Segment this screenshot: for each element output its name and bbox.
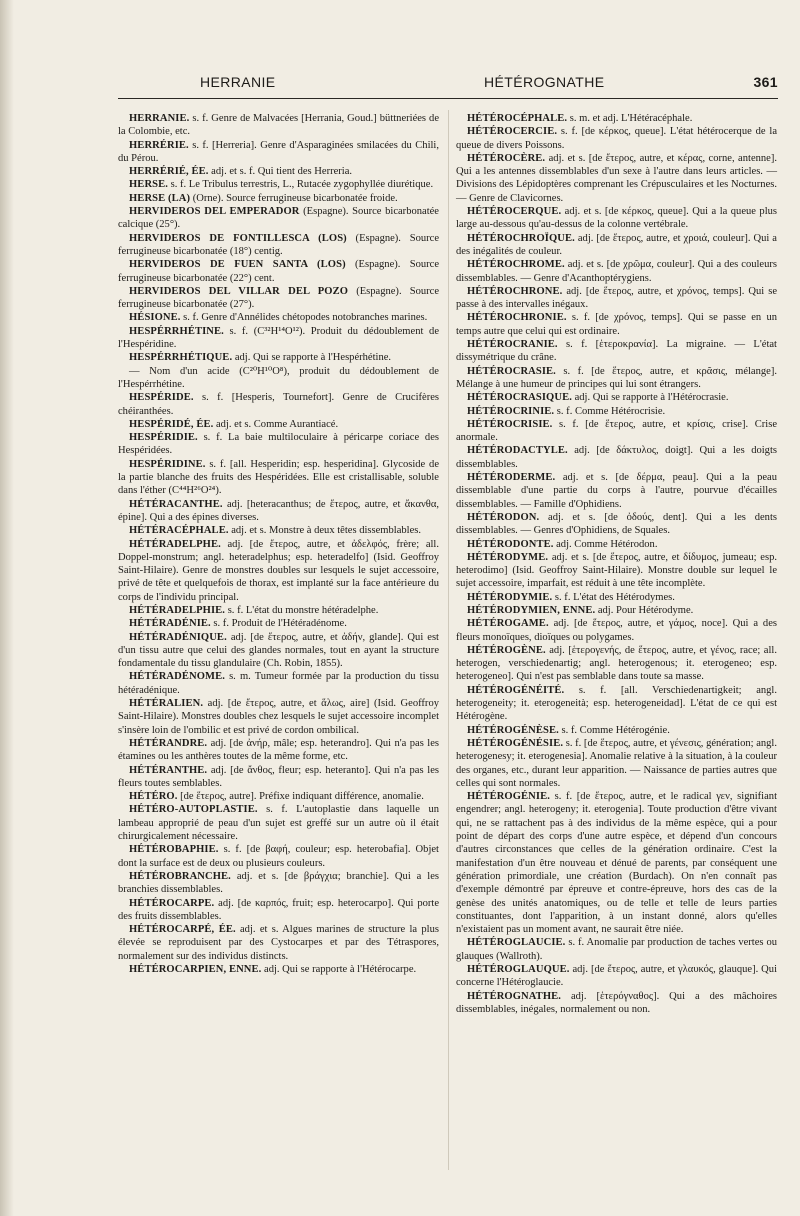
dictionary-entry	[118, 232, 439, 259]
entry-definition: adj. et s. [de δέρμα, peau]. Qui a la peau dissemblable d'une partie du corps à l'autre, pourvue d'écailles dissemblables. — Famille d'Ophidiens.	[456, 472, 777, 510]
header-right-word: HÉTÉROGNATHE	[484, 74, 605, 90]
dictionary-entry	[456, 365, 777, 392]
dictionary-entry	[118, 431, 439, 458]
entry-definition: s. f. Le Tribulus terrestris, L., Rutacée zygophyllée diurétique.	[168, 179, 434, 191]
entry-headword: HESPÉRIDE.	[129, 392, 194, 404]
entry-headword: HERVIDEROS DEL VILLAR DEL POZO	[129, 285, 349, 297]
dictionary-entry	[118, 617, 439, 630]
dictionary-entry	[118, 524, 439, 537]
entry-headword: HÉTÉRODERME.	[467, 472, 556, 484]
entry-definition: s. f. [all. Hesperidin; esp. hesperidina]. Glycoside de la partie blanche des fruits des Hespéridées. Elle est cristallisable, soluble dans l'éther (C⁴⁴H²⁶O²⁴).	[118, 458, 439, 497]
entry-definition: s. f. L'autoplastie dans laquelle un lambeau approprié de peau d'un sujet est greffé sur un autre où il était chirurgicalement nécessaire.	[118, 804, 439, 843]
entry-definition: adj. [de ἀνήρ, mâle; esp. heterandro]. Qui n'a pas les étamines ou les anthères toutes de la même forme, etc.	[118, 737, 439, 763]
entry-headword: HÉTÉRO-AUTOPLASTIE.	[129, 804, 258, 816]
entry-headword: HÉTÉRODYME.	[467, 551, 549, 563]
entry-headword: HÉTÉRODON.	[467, 511, 540, 523]
entry-definition: s. f. Comme Hétérogénie.	[558, 724, 670, 736]
dictionary-entry	[118, 670, 439, 697]
dictionary-entry	[456, 205, 777, 232]
dictionary-entry	[456, 591, 777, 604]
entry-definition: (Espagne). Source ferrugineuse bicarbonatée (22°) cent.	[118, 259, 439, 284]
entry-definition: s. f. [Hesperis, Tournefort]. Genre de Crucifères chéiranthées.	[118, 392, 439, 417]
entry-headword: HÉTÉROGLAUQUE.	[467, 964, 570, 975]
entry-headword: HÉSIONE.	[129, 312, 181, 324]
entry-headword: HÉTÉROGAME.	[467, 618, 549, 630]
dictionary-entry	[456, 724, 777, 737]
entry-headword: HÉTÉROCHRONIE.	[467, 312, 567, 324]
entry-definition: adj. [de ἕτερος, autre, et ἀδήν, glande]. Qui est d'un tissu autre que celui des glandes normales, tout en ayant la structure fondamentale du tissu glandulaire (Ch. Robin, 1855).	[118, 631, 439, 670]
entry-definition: — Nom d'un acide (C²⁰H¹⁰O⁸), produit du dédoublement de l'Hespérrhétine.	[118, 365, 439, 390]
entry-headword: HÉTÉROCRASIQUE.	[467, 392, 572, 404]
dictionary-entry	[118, 365, 439, 392]
entry-definition: adj. [ἑτερογενής, de ἕτερος, autre, et γένος, race; all. heterogen, verschiedenartig; angl. heterogenous; it. eterogeneo; esp. heterogeneo]. Qui n'est pas semblable dans toute sa masse.	[456, 644, 777, 683]
dictionary-entry	[118, 391, 439, 418]
dictionary-entry	[118, 737, 439, 764]
entry-headword: HÉTÉROGÉNÉSIE.	[467, 737, 564, 749]
entry-definition: adj. [de ἕτερος, autre, et χρόνος, temps]. Qui se passe à des intervalles inégaux.	[456, 285, 777, 311]
entry-definition: [de ἕτερος, autre]. Préfixe indiquant différence, anomalie.	[177, 791, 424, 803]
entry-headword: HÉTÉRODACTYLE.	[467, 445, 568, 457]
dictionary-entry	[456, 232, 777, 259]
entry-definition: adj. Qui se rapporte à l'Hétérocrasie.	[571, 392, 729, 404]
entry-headword: HÉTÉROCÈRE.	[467, 152, 546, 164]
entry-definition: adj. et s. Comme Aurantiacé.	[213, 418, 339, 430]
page-number: 361	[753, 74, 778, 90]
dictionary-entry	[456, 990, 777, 1017]
entry-definition: (Espagne). Source ferrugineuse bicarbonatée (18°) centig.	[118, 232, 440, 257]
dictionary-entry	[456, 617, 777, 644]
entry-definition: s. f. Genre de Malvacées [Herrania, Goud.] büttneriées de la Colombie, etc.	[118, 113, 439, 138]
entry-definition: adj. Qui se rapporte à l'Hespérhétine.	[232, 352, 392, 364]
entry-headword: HÉTÉROCARPIEN, ENNE.	[129, 964, 262, 975]
entry-headword: HÉTÉROCERQUE.	[467, 206, 562, 218]
dictionary-entry	[456, 311, 777, 338]
entry-definition: adj. et s. [de βράγχια; branchie]. Qui a les branchies dissemblables.	[118, 870, 439, 896]
entry-headword: HÉTÉROCHRONE.	[467, 285, 563, 297]
dictionary-entry	[456, 152, 777, 205]
dictionary-entry	[456, 258, 777, 285]
entry-headword: HESPÉRRHÉTINE.	[129, 325, 224, 337]
entry-definition: adj. [heteracanthus; de ἕτερος, autre, et ἄκανθα, épine]. Qui a des épines diverses.	[118, 498, 439, 523]
dictionary-entry	[456, 338, 777, 365]
entry-headword: HÉTÉRANDRE.	[129, 737, 208, 749]
entry-definition: s. f. Genre d'Annélides chétopodes notobranches marines.	[180, 312, 428, 324]
dictionary-entry	[456, 538, 777, 551]
entry-headword: HÉTÉRODYMIEN, ENNE.	[467, 604, 596, 616]
dictionary-entry	[118, 325, 439, 352]
dictionary-entry	[118, 843, 439, 870]
dictionary-entry	[118, 418, 439, 431]
dictionary-entry	[456, 790, 777, 936]
entry-headword: HERRÉRIÉ, ÉE.	[129, 166, 209, 178]
entry-definition: adj. et s. f. Qui tient des Herreria.	[208, 166, 353, 178]
entry-headword: HESPÉRRHÉTIQUE.	[129, 352, 233, 364]
entry-headword: HÉTÉRADÉNOME.	[129, 671, 225, 683]
entry-definition: adj. [de καρπός, fruit; esp. heterocarpo]. Qui porte des fruits dissemblables.	[118, 897, 439, 922]
entry-definition: adj. et s. [de ἕτερος, autre, et κέρας, corne, antenne]. Qui a les antennes dissemblables d'un sexe à l'autre dans leurs articles. — Divisions des Lépidoptères comprenant les Crépusculaires et les Nocturnes. — Genre de Clavicornes.	[456, 152, 777, 204]
entry-headword: HÉTÉROCRANIE.	[467, 339, 558, 351]
entry-headword: HÉTÉRADÉNIE.	[129, 618, 211, 630]
entry-headword: HÉTÉROCARPÉ, ÉE.	[129, 924, 236, 936]
dictionary-entry	[456, 551, 777, 591]
entry-definition: s. f. Anomalie par production de taches vertes ou glauques (Wallroth).	[456, 937, 777, 962]
entry-definition: adj. Pour Hétérodyme.	[595, 604, 694, 616]
entry-definition: adj. [de ἕτερος, autre, et γάμος, noce]. Qui a des fleurs monoïques, dioïques ou polygames.	[456, 618, 777, 643]
entry-headword: HÉTÉROGÉNIE.	[467, 791, 550, 803]
dictionary-entry	[118, 897, 439, 924]
entry-definition: adj. [de ἕτερος, autre, et χροιά, couleur]. Qui a des inégalités de couleur.	[456, 232, 777, 257]
dictionary-entry	[118, 963, 439, 976]
entry-definition: adj. [de ἕτερος, autre, et ἀδελφός, frère; all. Doppel-monstrum; angl. heteradelphus; esp. heteradelfo] (Isid. Geoffroy Saint-Hilaire). Genre de monstres doubles sur lesquels le sujet accessoire, privé de tête et quelquefois de thorax, est implanté sur la face antérieure du corps de l'individu principal.	[118, 538, 439, 603]
dictionary-entry	[456, 963, 777, 990]
dictionary-entry	[118, 139, 439, 166]
dictionary-entry	[456, 112, 777, 125]
dictionary-entry	[118, 498, 439, 525]
entry-definition: s. f. [de κέρκος, queue]. L'état hétérocerque de la queue de divers Poissons.	[456, 126, 777, 151]
entry-headword: HÉTÉROGÉNÉITÉ.	[467, 684, 565, 696]
dictionary-entry	[118, 112, 439, 139]
entry-definition: (Orne). Source ferrugineuse bicarbonatée froide.	[190, 192, 398, 204]
dictionary-entry	[118, 631, 439, 671]
entry-headword: HÉTÉROCARPE.	[129, 897, 215, 909]
entry-headword: HÉTÉRADELPHIE.	[129, 604, 226, 616]
dictionary-entry	[118, 803, 439, 843]
entry-definition: adj. [de ἕτερος, autre, et γλαυκός, glauque]. Qui concerne l'Hétéroglaucie.	[456, 964, 777, 989]
entry-headword: HERVIDEROS DEL EMPERADOR	[129, 206, 300, 218]
entry-headword: HÉTÉROCHROÏQUE.	[467, 232, 575, 244]
dictionary-entry	[456, 684, 777, 724]
entry-definition: s. m. Tumeur formée par la production du tissu hétéradénique.	[118, 671, 439, 696]
entry-headword: HERRÉRIE.	[129, 139, 189, 151]
entry-headword: HÉTÉROCRISIE.	[467, 418, 553, 430]
entry-definition: adj. et s. [de κέρκος, queue]. Qui a la queue plus large au-dessous qu'au-dessus de la colonne vertébrale.	[456, 206, 777, 231]
entry-definition: (Espagne). Source ferrugineuse bicarbonatée (27°).	[118, 285, 440, 311]
right-column	[456, 112, 777, 1016]
header-left-word: HERRANIE	[200, 74, 276, 90]
entry-definition: s. f. Comme Hétérocrisie.	[554, 405, 666, 417]
dictionary-entry	[456, 511, 777, 538]
running-header	[118, 74, 778, 98]
entry-headword: HERSE (LA)	[129, 192, 191, 204]
entry-headword: HÉTÉROGNATHE.	[467, 990, 561, 1002]
entry-headword: HÉTÉROCRINIE.	[467, 405, 555, 417]
dictionary-entry	[456, 418, 777, 445]
dictionary-entry	[456, 444, 777, 471]
entry-definition: s. f. [de ἕτερος, autre, et γένεσις, génération; angl. heterogenesy; it. eterogenesia]. Anomalie relative à la situation, à la couleur des organes, etc., durant leur apparition. — Naissance de parties autres que celles qui sont normales.	[456, 737, 777, 789]
header-rule	[118, 98, 778, 99]
dictionary-entry	[118, 205, 439, 232]
entry-definition: s. f. [de ἕτερος, autre, et κρίσις, crise]. Crise anormale.	[456, 418, 777, 444]
entry-headword: HÉTÉRACANTHE.	[129, 498, 223, 510]
entry-headword: HÉTÉRADELPHE.	[129, 538, 221, 550]
entry-headword: HÉTÉROCERCIE.	[467, 126, 558, 138]
dictionary-entry	[118, 178, 439, 191]
entry-headword: HÉTÉRANTHE.	[129, 764, 208, 776]
entry-definition: s. m. et adj. L'Hétéracéphale.	[567, 113, 693, 124]
left-column	[118, 112, 439, 976]
dictionary-entry	[118, 923, 439, 963]
entry-definition: s. f. L'état des Hétérodymes.	[552, 591, 675, 603]
entry-headword: HÉTÉROBRANCHE.	[129, 870, 231, 882]
entry-definition: s. f. [de χρόνος, temps]. Qui se passe en un temps autre que celui qui est ordinaire.	[456, 312, 777, 337]
entry-definition: s. f. Produit de l'Hétéradénome.	[210, 618, 347, 630]
entry-definition: adj. et s. Algues marines de structure la plus élevée se reproduisent par des Cystocarpes et par des Tétraspores, normalement sur des individus distincts.	[118, 924, 439, 962]
dictionary-entry	[118, 351, 439, 364]
entry-headword: HÉTÉROGÈNE.	[467, 644, 546, 656]
column-divider	[448, 110, 449, 1170]
entry-headword: HÉTÉROCRASIE.	[467, 365, 556, 377]
entry-headword: HÉTÉRO.	[129, 791, 178, 803]
dictionary-entry	[456, 391, 777, 404]
entry-definition: adj. [de ἕτερος, autre, et ἅλως, aire] (Isid. Geoffroy Saint-Hilaire). Monstres doubles chez lesquels le sujet accessoire incomplet s'insère loin de l'ombilic et est privé de cordon ombilical.	[118, 698, 439, 736]
entry-definition: s. f. [ἑτεροκρανία]. La migraine. — L'état dissymétrique du crâne.	[456, 339, 777, 364]
entry-definition: s. f. [Herreria]. Genre d'Asparaginées smilacées du Chili, du Pérou.	[118, 139, 439, 164]
entry-definition: adj. [ἑτερόγναθος]. Qui a des mâchoires dissemblables, inégales, normalement ou non.	[456, 990, 777, 1015]
entry-definition: (Espagne). Source bicarbonatée calcique (25°).	[118, 206, 439, 231]
dictionary-entry	[456, 936, 777, 963]
dictionary-entry	[118, 285, 439, 312]
entry-definition: s. f. (C³²H¹⁴O¹²). Produit du dédoublement de l'Hespéridine.	[118, 325, 439, 351]
entry-definition: adj. [de ἄνθος, fleur; esp. heteranto]. Qui n'a pas les fleurs toutes semblables.	[118, 764, 439, 789]
entry-definition: s. f. [de ἕτερος, autre, et κρᾶσις, mélange]. Mélange à une humeur de principes qui lui sont étrangers.	[456, 365, 777, 390]
dictionary-entry	[456, 604, 777, 617]
entry-definition: adj. [de δάκτυλος, doigt]. Qui a les doigts dissemblables.	[456, 445, 777, 470]
entry-definition: s. f. [de βαφή, couleur; esp. heterobafia]. Objet dont la surface est de deux ou plusieurs couleurs.	[118, 844, 439, 869]
entry-headword: HERVIDEROS DE FUEN SANTA (LOS)	[129, 259, 346, 271]
entry-headword: HESPÉRIDINE.	[129, 458, 206, 470]
dictionary-entry	[118, 258, 439, 285]
dictionary-entry	[456, 285, 777, 312]
entry-definition: adj. Comme Hétérodon.	[553, 538, 658, 550]
entry-definition: s. f. L'état du monstre hétéradelphe.	[225, 604, 379, 616]
entry-headword: HÉTÉROGLAUCIE.	[467, 937, 566, 949]
entry-headword: HERSE.	[129, 179, 168, 191]
page-edge-shadow	[0, 0, 14, 1216]
dictionary-entry	[118, 538, 439, 604]
dictionary-entry	[118, 790, 439, 803]
entry-headword: HERRANIE.	[129, 113, 190, 124]
dictionary-entry	[118, 604, 439, 617]
dictionary-entry	[118, 165, 439, 178]
dictionary-entry	[456, 471, 777, 511]
dictionary-entry	[118, 311, 439, 324]
entry-definition: adj. et s. [de χρῶμα, couleur]. Qui a des couleurs dissemblables. — Genre d'Acanthoptérygiens.	[456, 259, 777, 284]
dictionary-entry	[456, 644, 777, 684]
entry-headword: HÉTÉRADÉNIQUE.	[129, 631, 227, 643]
entry-definition: s. f. La baie multiloculaire à péricarpe coriace des Hespéridées.	[118, 432, 439, 457]
entry-headword: HÉTÉRODYMIE.	[467, 591, 553, 603]
entry-definition: s. f. [de ἕτερος, autre, et le radical γεν, signifiant engendrer; angl. heterogeny; it. eterogenia]. Toute production d'être vivant qui, ne se rattachent pas à des individus de la même espèce, qui a pour point de départ des corps d'une autre espèce, et dépend d'un concours d'autres circonstances que celles de la génération ordinaire. C'est la manifestation d'un être nouveau et dénué de parents, par conséquent une génération primordiale, une création (Burdach). On n'en connaît pas d'exemple démontré par épreuve et contre-épreuve, hors des cas de la genèse des unités anatomiques, ou de telle et telle de leurs parties constituantes, dont l'apparition, à un instant donné, alors qu'elles n'existaient pas un moment avant, ne saurait être niée.	[456, 791, 777, 936]
entry-definition: adj. et s. [de ὀδούς, dent]. Qui a les dents dissemblables. — Genres d'Ophidiens, de Squales.	[456, 511, 777, 537]
dictionary-entry	[118, 697, 439, 737]
dictionary-entry	[118, 458, 439, 498]
dictionary-entry	[456, 737, 777, 790]
dictionary-entry	[456, 125, 777, 152]
entry-headword: HÉTÉROCHROME.	[467, 259, 565, 271]
entry-headword: HÉTÉROCÉPHALE.	[467, 113, 568, 124]
dictionary-entry	[118, 764, 439, 791]
entry-headword: HERVIDEROS DE FONTILLESCA (LOS)	[129, 232, 347, 244]
entry-headword: HÉTÉROGÉNÈSE.	[467, 724, 559, 736]
dictionary-entry	[456, 405, 777, 418]
entry-headword: HÉTÉRACÉPHALE.	[129, 525, 229, 537]
dictionary-entry	[118, 192, 439, 205]
entry-definition: adj. et s. Monstre à deux têtes dissemblables.	[228, 525, 422, 537]
entry-headword: HESPÉRIDÉ, ÉE.	[129, 418, 214, 430]
entry-headword: HESPÉRIDIE.	[129, 432, 198, 444]
entry-headword: HÉTÉRALIEN.	[129, 698, 204, 710]
entry-headword: HÉTÉROBAPHIE.	[129, 844, 219, 856]
entry-definition: adj. Qui se rapporte à l'Hétérocarpe.	[261, 964, 417, 975]
entry-definition: adj. et s. [de ἕτερος, autre, et δίδυμος, jumeau; esp. heterodimo] (Isid. Geoffroy Saint-Hilaire). Monstre double sur lequel le sujet accessoire, imparfait, est réduit à une tête incomplète.	[456, 551, 777, 590]
dictionary-entry	[118, 870, 439, 897]
entry-headword: HÉTÉRODONTE.	[467, 538, 554, 550]
entry-definition: s. f. [all. Verschiedenartigkeit; angl. heterogeneity; it. eterogeneità; esp. heterogeneidad]. L'état de ce qui est Hétérogène.	[456, 684, 777, 723]
